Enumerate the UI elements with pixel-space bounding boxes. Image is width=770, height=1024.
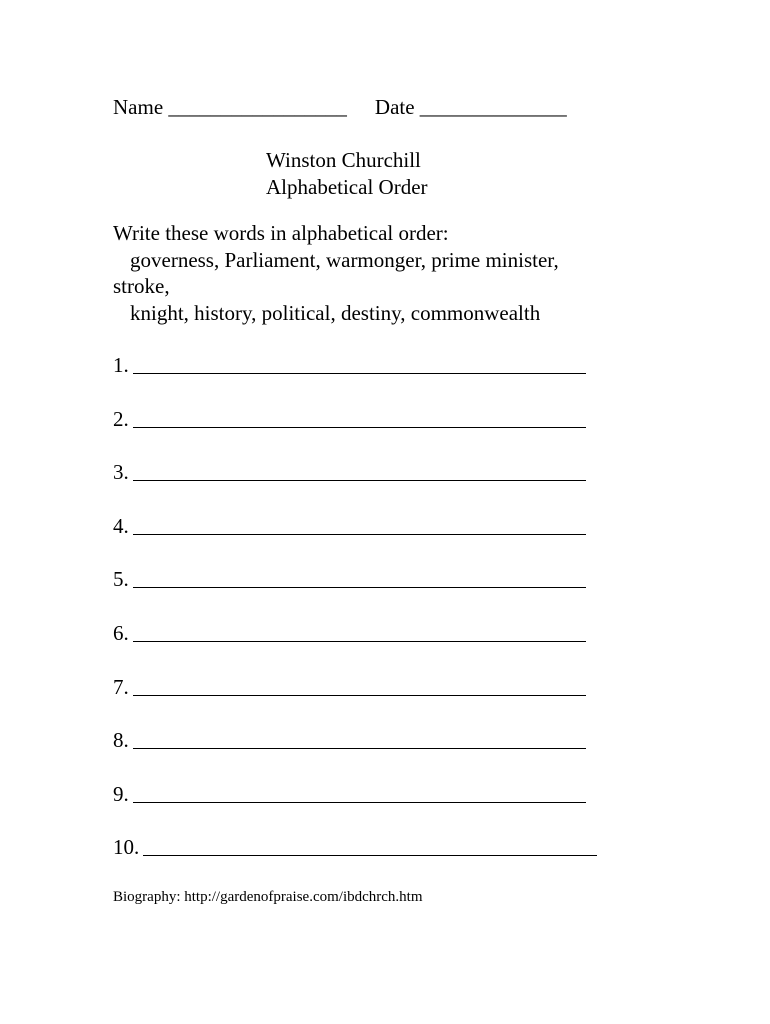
answer-blank[interactable] bbox=[133, 512, 586, 535]
answer-number: 10. bbox=[113, 835, 140, 860]
answer-item bbox=[113, 405, 597, 459]
word-list-line-2: stroke, bbox=[113, 274, 170, 298]
answer-blank[interactable] bbox=[133, 726, 586, 749]
title-line-1: Winston Churchill bbox=[266, 148, 421, 172]
name-field[interactable]: Name _________________ bbox=[113, 95, 347, 119]
answer-blank[interactable] bbox=[133, 458, 586, 481]
answer-number: 1. bbox=[113, 353, 129, 377]
word-list-line-3: knight, history, political, destiny, commonwealth bbox=[130, 300, 541, 325]
page-title bbox=[266, 147, 428, 200]
answer-blank[interactable] bbox=[133, 619, 586, 642]
word-list-line-1: governess, Parliament, warmonger, prime minister, bbox=[130, 247, 559, 272]
answer-item bbox=[113, 565, 597, 619]
answer-number: 7. bbox=[113, 674, 129, 699]
instructions bbox=[113, 220, 559, 326]
answer-item bbox=[113, 673, 597, 727]
biography-footer: Biography: http://gardenofpraise.com/ibdchrch.htm bbox=[113, 889, 423, 905]
answer-blank[interactable] bbox=[133, 405, 586, 428]
answer-item bbox=[113, 726, 597, 780]
answer-number: 3. bbox=[113, 460, 129, 485]
answer-blank[interactable] bbox=[133, 351, 586, 374]
date-field[interactable]: Date ______________ bbox=[374, 95, 567, 119]
answer-number: 8. bbox=[113, 728, 129, 753]
answer-item bbox=[113, 780, 597, 834]
answer-blank[interactable] bbox=[133, 673, 586, 696]
answer-item bbox=[113, 512, 597, 566]
answer-item bbox=[113, 619, 597, 673]
answer-blank[interactable] bbox=[133, 565, 586, 588]
answer-item bbox=[113, 351, 597, 405]
answer-number: 5. bbox=[113, 567, 129, 592]
instructions-prompt: Write these words in alphabetical order: bbox=[113, 221, 449, 245]
answer-number: 9. bbox=[113, 781, 129, 806]
title-line-2: Alphabetical Order bbox=[266, 174, 428, 199]
answer-number: 6. bbox=[113, 620, 129, 645]
answer-list bbox=[113, 351, 597, 887]
answer-item bbox=[113, 458, 597, 512]
answer-number: 2. bbox=[113, 406, 129, 431]
header-row bbox=[113, 94, 567, 120]
answer-item bbox=[113, 833, 597, 887]
answer-blank[interactable] bbox=[143, 833, 597, 856]
answer-blank[interactable] bbox=[133, 780, 586, 803]
answer-number: 4. bbox=[113, 513, 129, 538]
